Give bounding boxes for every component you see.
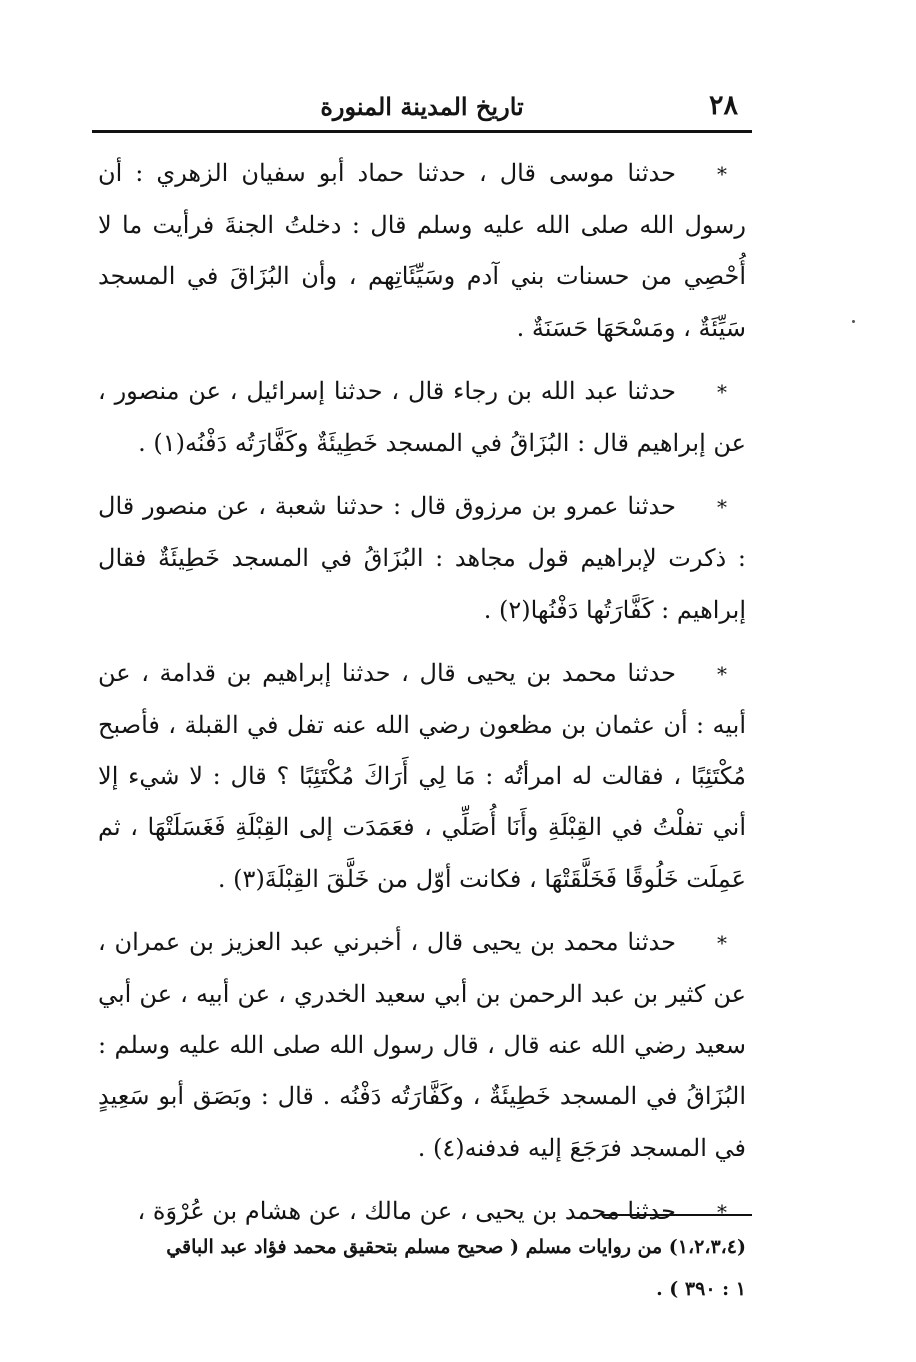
page-header — [92, 84, 752, 124]
footnote-rule — [602, 1214, 752, 1216]
page-number: ٢٨ — [708, 90, 738, 121]
paragraph-text: حدثنا موسى قال ، حدثنا حماد أبو سفيان الزهري : أن رسول الله صلى الله عليه وسلم قال : دخلتُ الجنةَ فرأيت ما لا أُحْصِي من حسنات بني آدم وسَيِّئَاتِهم ، وأن البُزَاقَ في المسجد سَيِّئَةٌ ، ومَسْحَهَا حَسَنَةٌ . — [98, 159, 746, 342]
header-rule — [92, 130, 752, 133]
paragraph-marker: * — [717, 930, 727, 955]
paragraph-marker: * — [717, 661, 727, 686]
footnote-line: (١،٢،٣،٤) من روايات مسلم ( صحيح مسلم بتحقيق محمد فؤاد عبد الباقي — [166, 1236, 746, 1258]
paragraph-marker: * — [717, 495, 727, 520]
main-text — [98, 148, 746, 1250]
margin-speck — [852, 320, 855, 323]
paragraph-text: حدثنا محمد بن يحيى ، عن مالك ، عن هشام بن عُرْوَة ، — [137, 1196, 676, 1225]
hadith-paragraph — [98, 481, 746, 636]
paragraph-marker: * — [717, 162, 727, 186]
book-page — [92, 0, 752, 1362]
hadith-paragraph — [98, 366, 746, 469]
hadith-paragraph — [98, 917, 746, 1174]
running-title: تاريخ المدينة المنورة — [320, 92, 524, 121]
paragraph-marker: * — [717, 379, 727, 404]
hadith-paragraph — [98, 648, 746, 905]
paragraph-text: حدثنا عبد الله بن رجاء قال ، حدثنا إسرائيل ، عن منصور ، عن إبراهيم قال : البُزَاقُ في المسجد خَطِيئَةٌ وكَفَّارَتُه دَفْنُه(١) . — [98, 376, 746, 458]
hadith-paragraph — [98, 148, 746, 354]
paragraph-text: حدثنا محمد بن يحيى قال ، حدثنا إبراهيم بن قدامة ، عن أبيه : أن عثمان بن مظعون رضي الله عنه تفل في القبلة ، فأصبح مُكْتَئِبًا ، فقالت له امرأتُه : مَا لِي أَرَاكَ مُكْتَئِبًا ؟ قال : لا شيء إلا أني تفلْتُ في القِبْلَةِ وأَنَا أُصَلِّي ، فعَمَدَت إلى القِبْلَةِ فَغَسَلَتْهَا ، ثم عَمِلَت خَلُوقًا فَخَلَّقَتْهَا ، فكانت أوّل من خَلَّقَ القِبْلَةَ(٣) . — [98, 658, 746, 893]
paragraph-text: حدثنا محمد بن يحيى قال ، أخبرني عبد العزيز بن عمران ، عن كثير بن عبد الرحمن بن أبي سعيد الخدري ، عن أبيه ، عن أبي سعيد رضي الله عنه قال ، قال رسول الله صلى الله عليه وسلم : البُزَاقُ في المسجد خَطِيئَةٌ ، وكَفَّارَتُه دَفْنُه . قال : وبَصَق أبو سَعِيدٍ في المسجد فرَجَعَ إليه فدفنه(٤) . — [98, 927, 746, 1162]
footnote-line: ١ : ٣٩٠ ) . — [656, 1278, 746, 1300]
paragraph-text: حدثنا عمرو بن مرزوق قال : حدثنا شعبة ، عن منصور قال : ذكرت لإبراهيم قول مجاهد : البُزَاقُ في المسجد خَطِيئَةٌ فقال إبراهيم : كَفَّارَتُها دَفْنُها(٢) . — [98, 492, 746, 624]
footnote — [98, 1226, 746, 1310]
paragraph-marker: * — [717, 1199, 727, 1224]
